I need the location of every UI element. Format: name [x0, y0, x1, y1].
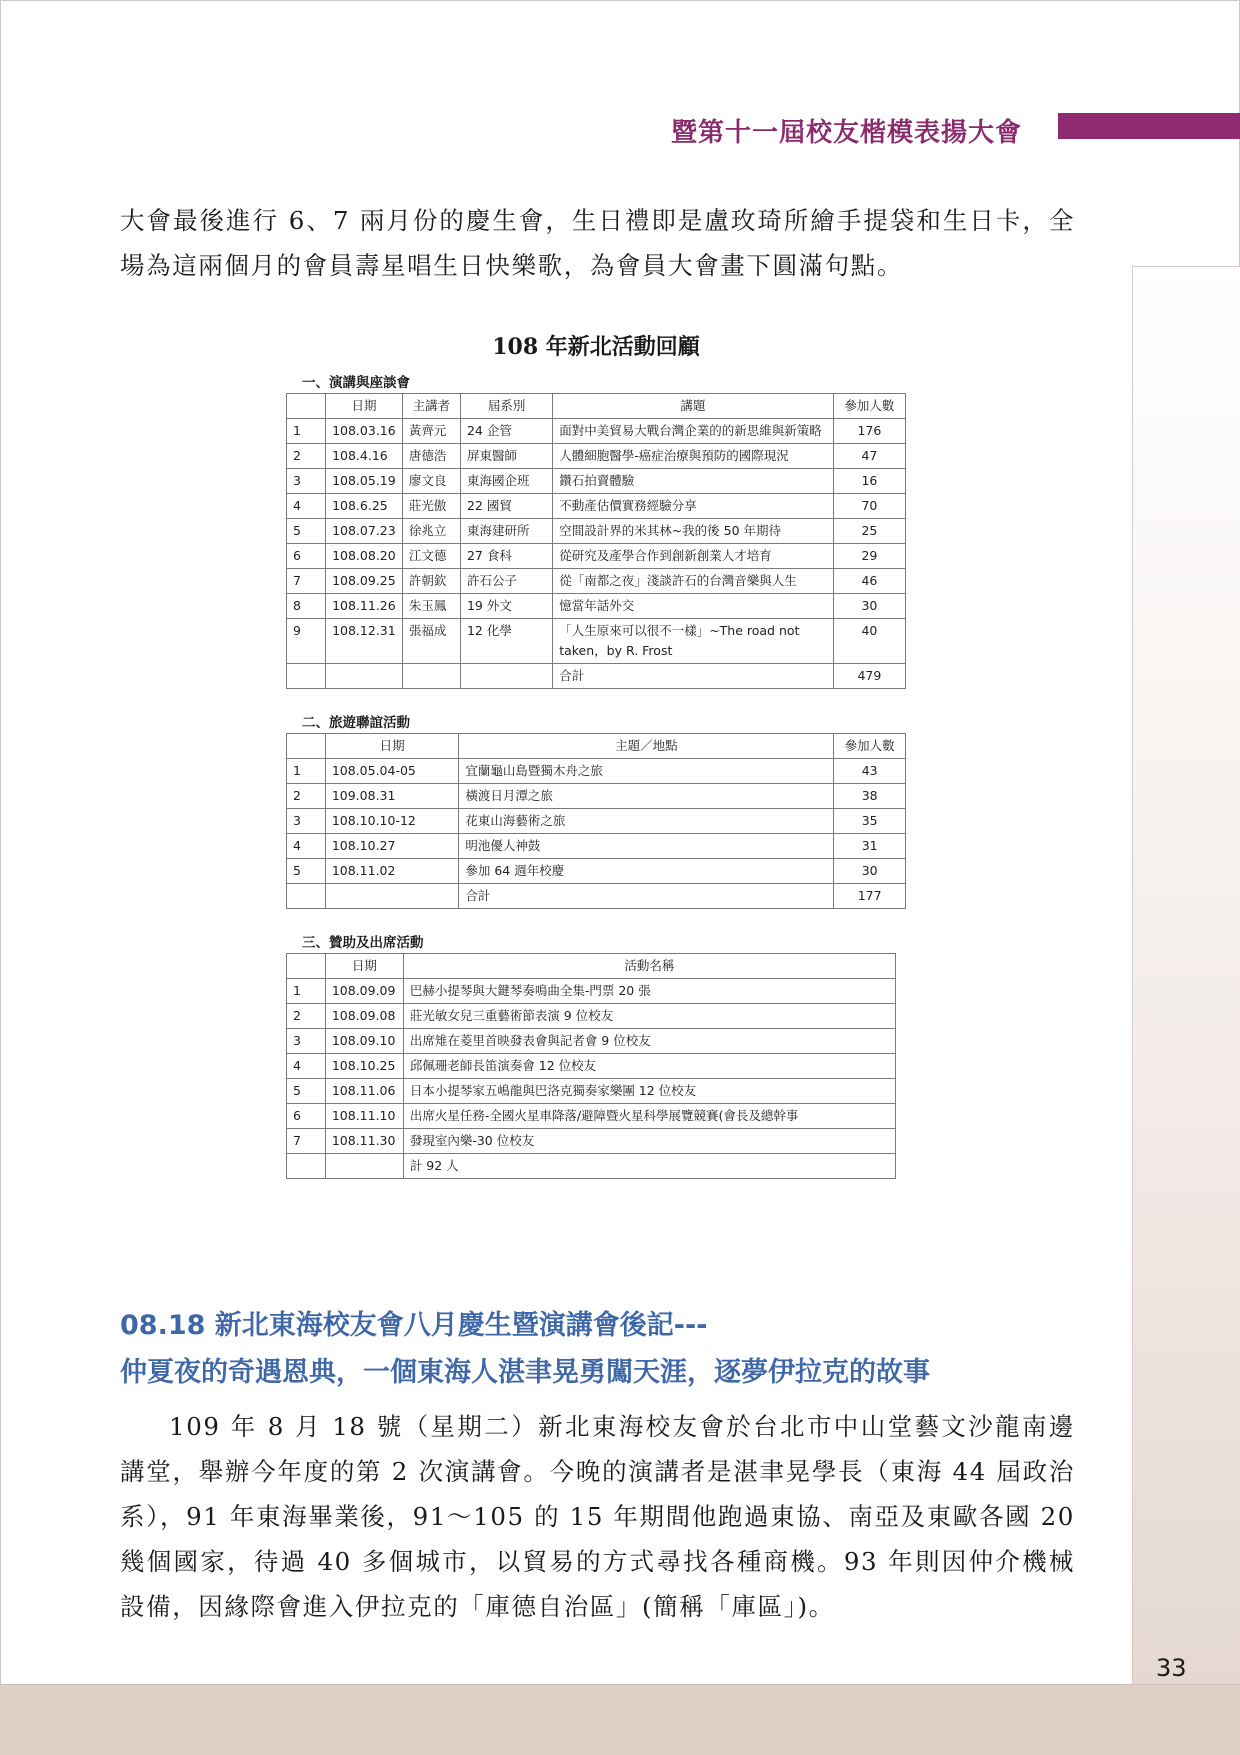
sponsorships-cell: 日本小提琴家五嶋龍與巴洛克獨奏家樂團 12 位校友 [403, 1079, 895, 1104]
lectures-cell: 從「南都之夜」淺談許石的台灣音樂與人生 [553, 569, 834, 594]
sponsorships-cell: 1 [287, 979, 326, 1004]
lectures-cell: 7 [287, 569, 326, 594]
lectures-cell: 30 [833, 594, 905, 619]
trips-cell: 5 [287, 859, 326, 884]
lectures-cell: 黃齊元 [402, 419, 460, 444]
article-heading-line2: 仲夏夜的奇遇恩典，一個東海人湛聿晃勇闖天涯，逐夢伊拉克的故事 [120, 1357, 930, 1388]
lectures-cell: 莊光傲 [402, 494, 460, 519]
trips-header-cell: 參加人數 [834, 734, 906, 759]
trips-cell: 3 [287, 809, 326, 834]
lectures-cell: 108.03.16 [326, 419, 403, 444]
activity-report [286, 330, 906, 1179]
lectures-cell: 許朝欽 [402, 569, 460, 594]
sponsorships-header-row [287, 954, 896, 979]
lectures-total-empty-cell [460, 664, 552, 689]
lectures-cell: 108.4.16 [326, 444, 403, 469]
sponsorships-cell: 6 [287, 1104, 326, 1129]
sponsorships-row [287, 1004, 896, 1029]
trips-cell: 31 [834, 834, 906, 859]
lectures-cell: 108.09.25 [326, 569, 403, 594]
sponsorships-cell: 3 [287, 1029, 326, 1054]
trips-cell: 43 [834, 759, 906, 784]
trips-total-row [287, 884, 906, 909]
trips-total-value: 177 [834, 884, 906, 909]
lectures-header-cell: 參加人數 [833, 394, 905, 419]
sponsorships-cell: 莊光敏女兒三重藝術節表演 9 位校友 [403, 1004, 895, 1029]
lectures-row [287, 519, 906, 544]
trips-header-cell: 主題／地點 [459, 734, 834, 759]
trips-row [287, 834, 906, 859]
trips-cell: 35 [834, 809, 906, 834]
lectures-cell: 朱玉鳳 [402, 594, 460, 619]
lectures-row [287, 569, 906, 594]
sponsorships-cell: 108.11.10 [325, 1104, 403, 1129]
lectures-cell: 70 [833, 494, 905, 519]
lectures-header-cell [287, 394, 326, 419]
lectures-cell: 25 [833, 519, 905, 544]
sponsorships-cell: 2 [287, 1004, 326, 1029]
sponsorships-total-empty-cell [287, 1154, 326, 1179]
lectures-cell: 許石公子 [460, 569, 552, 594]
trips-row [287, 809, 906, 834]
trips-cell: 花東山海藝術之旅 [459, 809, 834, 834]
lectures-cell: 唐德浩 [402, 444, 460, 469]
lectures-cell: 東海國企班 [460, 469, 552, 494]
lectures-total-empty-cell [326, 664, 403, 689]
lectures-cell: 22 國貿 [460, 494, 552, 519]
lectures-cell: 176 [833, 419, 905, 444]
lectures-total-label: 合計 [553, 664, 834, 689]
trips-total-empty-cell [287, 884, 326, 909]
trips-header-cell [287, 734, 326, 759]
sponsorships-section-title: 三、贊助及出席活動 [302, 935, 424, 951]
trips-cell: 108.10.10-12 [325, 809, 459, 834]
sponsorships-cell: 5 [287, 1079, 326, 1104]
lectures-cell: 憶當年話外交 [553, 594, 834, 619]
trips-section-title: 二、旅遊聯誼活動 [302, 715, 410, 731]
sponsorships-header-cell [287, 954, 326, 979]
sponsorships-cell: 邱佩珊老師長笛演奏會 12 位校友 [403, 1054, 895, 1079]
trips-cell: 30 [834, 859, 906, 884]
lectures-cell: 108.07.23 [326, 519, 403, 544]
trips-cell: 108.11.02 [325, 859, 459, 884]
article-heading-line1: 08.18 新北東海校友會八月慶生暨演講會後記--- [120, 1310, 708, 1341]
header-accent-bar [1058, 113, 1240, 139]
lectures-cell: 從研究及產學合作到創新創業人才培育 [553, 544, 834, 569]
lectures-cell: 29 [833, 544, 905, 569]
lectures-cell: 徐兆立 [402, 519, 460, 544]
lectures-total-row [287, 664, 906, 689]
trips-row [287, 859, 906, 884]
trips-cell: 宜蘭龜山島暨獨木舟之旅 [459, 759, 834, 784]
sponsorships-cell: 108.09.10 [325, 1029, 403, 1054]
sponsorships-total-row [287, 1154, 896, 1179]
lectures-cell: 6 [287, 544, 326, 569]
lectures-cell: 40 [833, 619, 905, 664]
trips-row [287, 759, 906, 784]
sponsorships-cell: 108.11.06 [325, 1079, 403, 1104]
trips-cell: 橫渡日月潭之旅 [459, 784, 834, 809]
lectures-cell: 1 [287, 419, 326, 444]
intro-paragraph: 大會最後進行 6、7 兩月份的慶生會，生日禮即是盧玫琦所繪手提袋和生日卡，全場為這兩個月的會員壽星唱生日快樂歌，為會員大會畫下圓滿句點。 [120, 206, 1075, 280]
sponsorships-cell: 108.09.09 [325, 979, 403, 1004]
lectures-table [286, 393, 906, 689]
lectures-cell: 人體細胞醫學-癌症治療與預防的國際現況 [553, 444, 834, 469]
report-title: 108 年新北活動回顧 [492, 334, 700, 360]
lectures-header-cell: 屆系別 [460, 394, 552, 419]
lectures-row [287, 544, 906, 569]
lectures-cell: 東海建研所 [460, 519, 552, 544]
lectures-row [287, 444, 906, 469]
lectures-total-empty-cell [402, 664, 460, 689]
page-number: 33 [1156, 1654, 1187, 1682]
lectures-cell: 江文德 [402, 544, 460, 569]
lectures-cell: 面對中美貿易大戰台灣企業的的新思維與新策略 [553, 419, 834, 444]
lectures-header-cell: 講題 [553, 394, 834, 419]
trips-cell: 108.05.04-05 [325, 759, 459, 784]
lectures-cell: 鑽石拍賣體驗 [553, 469, 834, 494]
lectures-cell: 108.6.25 [326, 494, 403, 519]
lectures-cell: 張福成 [402, 619, 460, 664]
trips-cell: 4 [287, 834, 326, 859]
lectures-cell: 不動產估價實務經驗分享 [553, 494, 834, 519]
lectures-cell: 108.08.20 [326, 544, 403, 569]
trips-cell: 109.08.31 [325, 784, 459, 809]
sponsorships-header-cell: 日期 [325, 954, 403, 979]
lectures-cell: 3 [287, 469, 326, 494]
trips-cell: 明池優人神鼓 [459, 834, 834, 859]
trips-total-label: 合計 [459, 884, 834, 909]
lectures-cell: 19 外文 [460, 594, 552, 619]
sponsorships-row [287, 1029, 896, 1054]
trips-total-empty-cell [325, 884, 459, 909]
trips-cell: 1 [287, 759, 326, 784]
lectures-row [287, 469, 906, 494]
sponsorships-cell: 108.11.30 [325, 1129, 403, 1154]
lectures-cell: 108.11.26 [326, 594, 403, 619]
sponsorships-cell: 7 [287, 1129, 326, 1154]
sponsorships-total-label: 計 92 人 [403, 1154, 895, 1179]
trips-cell: 2 [287, 784, 326, 809]
sponsorships-cell: 出席火星任務-全國火星車降落/避障暨火星科學展覽競賽(會長及總幹事 [403, 1104, 895, 1129]
lectures-total-value: 479 [833, 664, 905, 689]
trips-cell: 參加 64 週年校慶 [459, 859, 834, 884]
trips-cell: 108.10.27 [325, 834, 459, 859]
sponsorships-cell: 108.10.25 [325, 1054, 403, 1079]
lectures-cell: 8 [287, 594, 326, 619]
sponsorships-row [287, 1079, 896, 1104]
lectures-cell: 27 食科 [460, 544, 552, 569]
trips-header-row [287, 734, 906, 759]
lectures-cell: 屏東醫師 [460, 444, 552, 469]
lectures-total-empty-cell [287, 664, 326, 689]
article-body: 109 年 8 月 18 號（星期二）新北東海校友會於台北市中山堂藝文沙龍南邊講堂，舉辦今年度的第 2 次演講會。今晚的演講者是湛聿晃學長（東海 44 屆政治系），91 年東海畢業後，91～105 的 15 年期間他跑過東協、南亞及東歐各國 20 幾個國家，待過 40 多個城市，以貿易的方式尋找各種商機。93 年則因仲介機械設備，因緣際會進入伊拉克的「庫德自治區」(簡稱「庫區」)。 [120, 1412, 1075, 1621]
trips-table [286, 733, 906, 909]
lectures-section-title: 一、演講與座談會 [302, 375, 410, 391]
lectures-cell: 2 [287, 444, 326, 469]
sponsorships-row [287, 1054, 896, 1079]
lectures-cell: 16 [833, 469, 905, 494]
sponsorships-total-empty-cell [325, 1154, 403, 1179]
sponsorships-table [286, 953, 896, 1179]
sponsorships-row [287, 1129, 896, 1154]
trips-row [287, 784, 906, 809]
lectures-cell: 5 [287, 519, 326, 544]
lectures-header-cell: 主講者 [402, 394, 460, 419]
lectures-cell: 9 [287, 619, 326, 664]
lectures-cell: 4 [287, 494, 326, 519]
side-decoration-panel [1132, 266, 1240, 1755]
lectures-cell: 46 [833, 569, 905, 594]
trips-cell: 38 [834, 784, 906, 809]
sponsorships-cell: 4 [287, 1054, 326, 1079]
lectures-cell: 108.05.19 [326, 469, 403, 494]
lectures-cell: 「人生原來可以很不一樣」~The road not taken，by R. Frost [553, 619, 834, 664]
lectures-cell: 47 [833, 444, 905, 469]
sponsorships-header-cell: 活動名稱 [403, 954, 895, 979]
sponsorships-row [287, 1104, 896, 1129]
sponsorships-row [287, 979, 896, 1004]
lectures-cell: 廖文良 [402, 469, 460, 494]
lectures-cell: 空間設計界的米其林~我的後 50 年期待 [553, 519, 834, 544]
lectures-cell: 108.12.31 [326, 619, 403, 664]
sponsorships-cell: 發現室內樂-30 位校友 [403, 1129, 895, 1154]
lectures-row [287, 419, 906, 444]
sponsorships-cell: 108.09.08 [325, 1004, 403, 1029]
lectures-cell: 24 企管 [460, 419, 552, 444]
lectures-header-row [287, 394, 906, 419]
sponsorships-cell: 出席雉在菱里首映發表會與記者會 9 位校友 [403, 1029, 895, 1054]
lectures-header-cell: 日期 [326, 394, 403, 419]
lectures-row [287, 594, 906, 619]
footer-band [0, 1684, 1240, 1755]
lectures-cell: 12 化學 [460, 619, 552, 664]
sponsorships-cell: 巴赫小提琴與大鍵琴奏鳴曲全集-門票 20 張 [403, 979, 895, 1004]
lectures-row [287, 619, 906, 664]
trips-header-cell: 日期 [325, 734, 459, 759]
lectures-row [287, 494, 906, 519]
running-header-title: 暨第十一屆校友楷模表揚大會 [670, 118, 1022, 148]
